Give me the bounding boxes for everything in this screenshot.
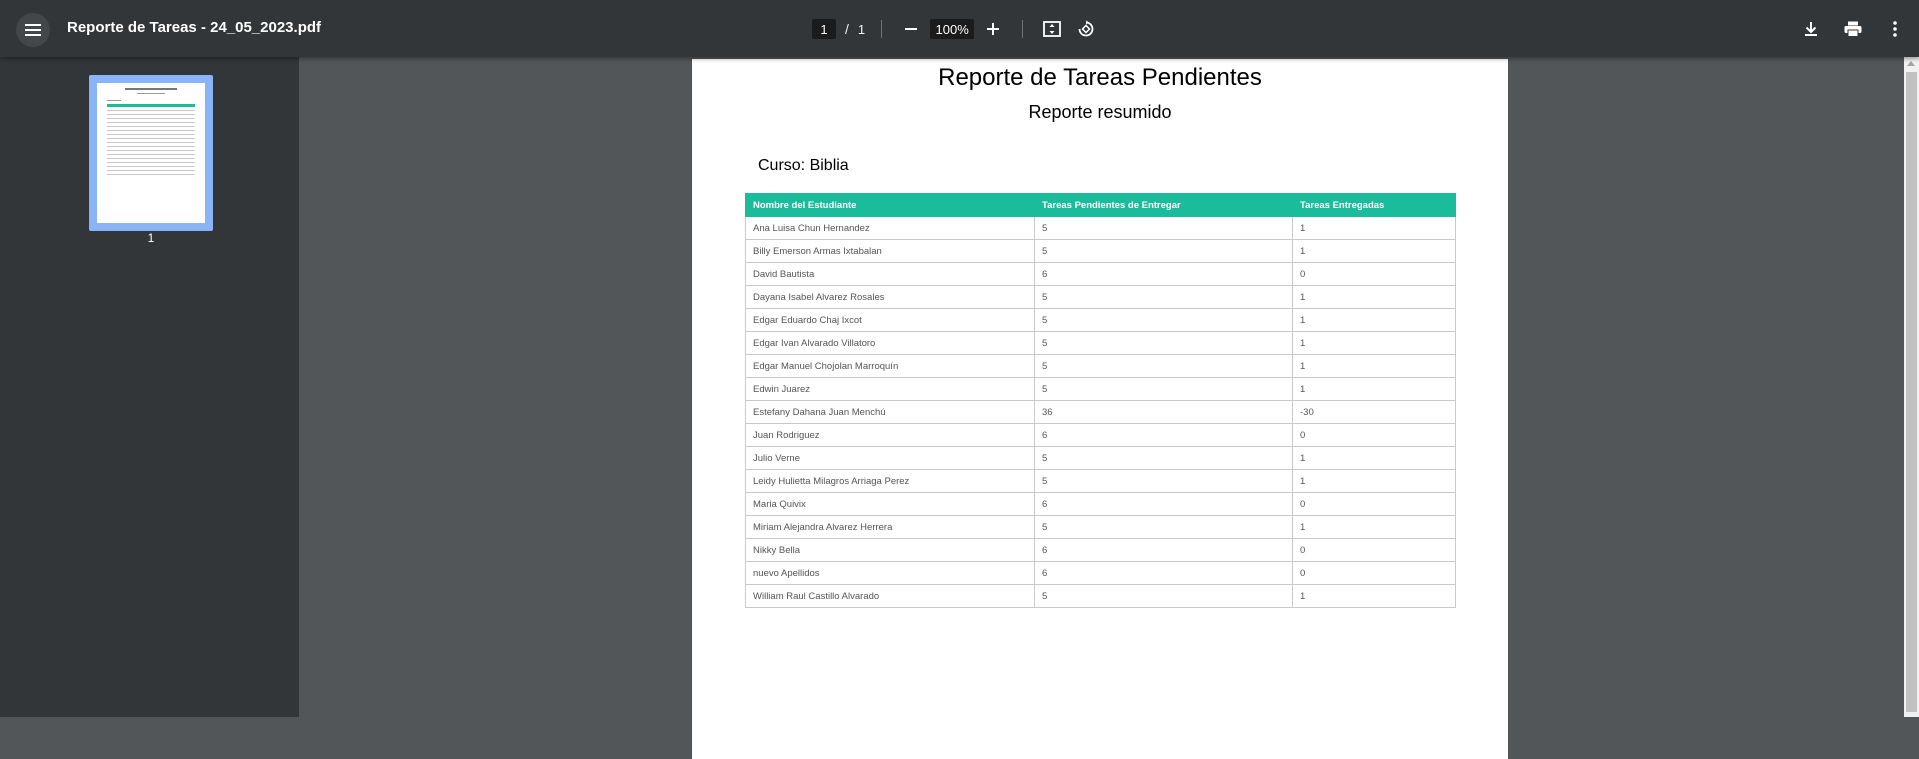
student-name: William Raul Castillo Alvarado (746, 585, 1035, 608)
rotate-icon (1077, 20, 1095, 38)
vertical-scrollbar[interactable] (1904, 57, 1919, 717)
print-icon (1844, 21, 1862, 37)
total-pages: 1 (857, 21, 866, 37)
file-actions (1797, 15, 1909, 43)
pending-count: 36 (1035, 401, 1293, 424)
thumbnail-sidebar (0, 57, 299, 717)
report-subtitle: Reporte resumido (1028, 102, 1172, 122)
scroll-up-arrow-icon[interactable] (1907, 61, 1915, 66)
pending-count: 5 (1035, 516, 1293, 539)
pending-count: 6 (1035, 539, 1293, 562)
student-name: Ana Luisa Chun Hernandez (746, 217, 1035, 240)
student-name: Nikky Bella (746, 539, 1035, 562)
table-row (746, 378, 1456, 401)
current-page-input[interactable]: 1 (812, 19, 836, 39)
delivered-count: 0 (1293, 539, 1456, 562)
student-name: Billy Emerson Armas Ixtabalan (746, 240, 1035, 263)
table-row (746, 309, 1456, 332)
pending-count: 5 (1035, 585, 1293, 608)
delivered-count: 1 (1293, 286, 1456, 309)
student-name: nuevo Apellidos (746, 562, 1035, 585)
delivered-count: 1 (1293, 355, 1456, 378)
student-name: Miriam Alejandra Alvarez Herrera (746, 516, 1035, 539)
student-name: Edgar Eduardo Chaj Ixcot (746, 309, 1035, 332)
table-row (746, 424, 1456, 447)
delivered-count: 1 (1293, 447, 1456, 470)
table-row (746, 539, 1456, 562)
student-name: Edwin Juarez (746, 378, 1035, 401)
table-row (746, 401, 1456, 424)
delivered-count: 0 (1293, 562, 1456, 585)
table-row (746, 562, 1456, 585)
delivered-count: 1 (1293, 516, 1456, 539)
more-vert-icon (1893, 21, 1897, 37)
menu-button[interactable] (16, 13, 50, 47)
delivered-count: 1 (1293, 309, 1456, 332)
scrollbar-thumb[interactable] (1906, 72, 1917, 712)
delivered-count: 0 (1293, 263, 1456, 286)
menu-icon (25, 23, 41, 37)
document-title: Reporte de Tareas - 24_05_2023.pdf (67, 19, 322, 36)
zoom-out-button[interactable] (898, 16, 924, 42)
student-name: Maria Quivix (746, 493, 1035, 516)
rotate-button[interactable] (1073, 16, 1099, 42)
table-row (746, 493, 1456, 516)
pending-count: 5 (1035, 470, 1293, 493)
student-name: Juan Rodriguez (746, 424, 1035, 447)
header-delivered-tasks: Tareas Entregadas (1293, 194, 1456, 217)
delivered-count: 1 (1293, 332, 1456, 355)
student-name: Edgar Ivan Alvarado Villatoro (746, 332, 1035, 355)
print-button[interactable] (1839, 15, 1867, 43)
thumbnail-preview (97, 83, 205, 223)
student-name: Edgar Manuel Chojolan Marroquín (746, 355, 1035, 378)
pending-count: 6 (1035, 424, 1293, 447)
more-options-button[interactable] (1881, 15, 1909, 43)
delivered-count: 1 (1293, 240, 1456, 263)
table-row (746, 470, 1456, 493)
thumbnail-page-number: 1 (147, 231, 155, 245)
pending-count: 5 (1035, 332, 1293, 355)
table-row (746, 217, 1456, 240)
delivered-count: 1 (1293, 217, 1456, 240)
student-name: David Bautista (746, 263, 1035, 286)
delivered-count: 1 (1293, 470, 1456, 493)
student-name: Dayana Isabel Alvarez Rosales (746, 286, 1035, 309)
student-name: Estefany Dahana Juan Menchú (746, 401, 1035, 424)
zoom-level-input[interactable]: 100% (930, 19, 974, 39)
delivered-count: 0 (1293, 493, 1456, 516)
zoom-in-icon (986, 22, 1000, 36)
table-row (746, 286, 1456, 309)
divider (1022, 20, 1023, 38)
delivered-count: -30 (1293, 401, 1456, 424)
page-thumbnail[interactable] (89, 75, 213, 231)
pending-count: 6 (1035, 562, 1293, 585)
pending-count: 5 (1035, 378, 1293, 401)
pending-count: 5 (1035, 286, 1293, 309)
report-title: Reporte de Tareas Pendientes (938, 64, 1262, 91)
delivered-count: 1 (1293, 585, 1456, 608)
pending-count: 6 (1035, 263, 1293, 286)
pending-count: 5 (1035, 217, 1293, 240)
fit-page-icon (1043, 21, 1061, 37)
students-table (745, 193, 1456, 608)
student-name: Julio Verne (746, 447, 1035, 470)
pdf-toolbar (0, 0, 1919, 57)
delivered-count: 0 (1293, 424, 1456, 447)
table-row (746, 516, 1456, 539)
divider (881, 20, 882, 38)
pending-count: 5 (1035, 240, 1293, 263)
pending-count: 5 (1035, 309, 1293, 332)
table-row (746, 585, 1456, 608)
table-header-row (746, 194, 1456, 217)
download-icon (1803, 21, 1819, 37)
course-label: Curso: Biblia (758, 157, 849, 174)
student-name: Leidy Hulietta Milagros Arriaga Perez (746, 470, 1035, 493)
header-pending-tasks: Tareas Pendientes de Entregar (1035, 194, 1293, 217)
fit-page-button[interactable] (1039, 16, 1065, 42)
delivered-count: 1 (1293, 378, 1456, 401)
header-student-name: Nombre del Estudiante (746, 194, 1035, 217)
page-separator: / (845, 21, 849, 37)
pending-count: 6 (1035, 493, 1293, 516)
table-row (746, 240, 1456, 263)
table-row (746, 355, 1456, 378)
zoom-out-icon (904, 22, 918, 36)
download-button[interactable] (1797, 15, 1825, 43)
zoom-in-button[interactable] (980, 16, 1006, 42)
table-row (746, 447, 1456, 470)
pending-count: 5 (1035, 355, 1293, 378)
pending-count: 5 (1035, 447, 1293, 470)
table-row (746, 332, 1456, 355)
table-row (746, 263, 1456, 286)
page-zoom-controls (812, 17, 1099, 41)
pdf-page (692, 59, 1508, 759)
